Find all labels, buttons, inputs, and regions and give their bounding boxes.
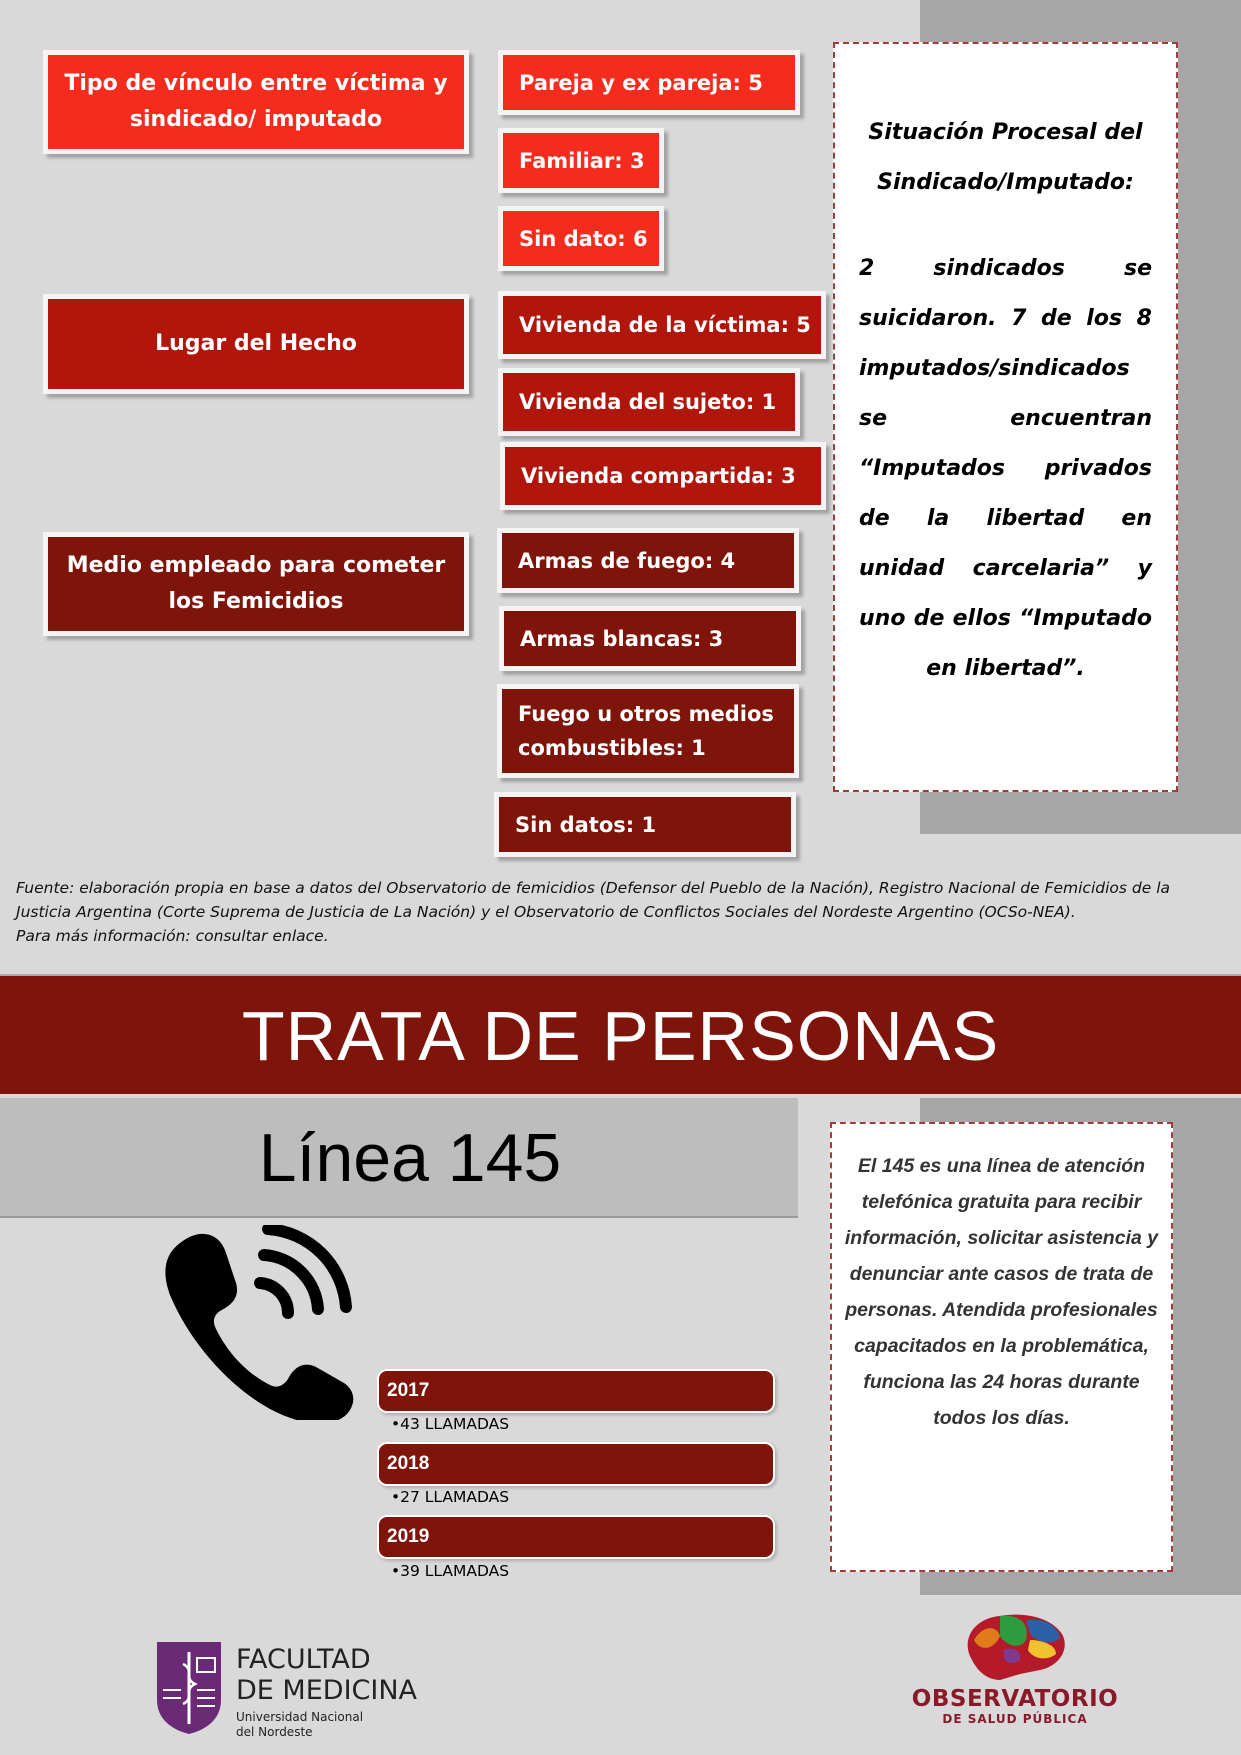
value-familiar: Familiar: 3: [498, 128, 664, 193]
value-sin-dato: Sin dato: 6: [498, 206, 664, 271]
situacion-title: Situación Procesal del Sindicado/Imputado:: [868, 120, 1143, 195]
value-sin-datos: Sin datos: 1: [494, 792, 796, 857]
situacion-procesal-note: [833, 42, 1178, 792]
category-medio: [43, 532, 469, 636]
category-label: Lugar del Hecho: [155, 331, 357, 356]
calls-2019: •39 LLAMADAS: [391, 1562, 510, 1580]
year-2017: 2017: [377, 1369, 775, 1413]
calls-2017: •43 LLAMADAS: [391, 1415, 510, 1433]
value-armas-blancas: Armas blancas: 3: [499, 606, 801, 671]
calls-2018: •27 LLAMADAS: [391, 1488, 510, 1506]
linea-description-note: [830, 1122, 1173, 1572]
facultad-logo: FACULTAD DE MEDICINA Universidad Nacional del Nordeste: [236, 1644, 418, 1739]
trata-header: [0, 974, 1241, 1094]
source-note: Fuente: elaboración propia en base a datos del Observatorio de femicidios (Defensor del Pueblo de la Nación), Registro Nacional de Femicidios de la Justicia Argentina (Corte Suprema de Justicia de La Nación) y el Observatorio de Conflictos Sociales del Nordeste Argentino (OCSo-NEA). Para más información: consultar enlace.: [16, 879, 1170, 945]
page-title: TRATA DE PERSONAS: [241, 997, 1000, 1075]
category-vinculo: [43, 50, 469, 154]
observatorio-logo: OBSERVATORIO DE SALUD PÚBLICA: [911, 1686, 1119, 1726]
year-2018: 2018: [377, 1442, 775, 1486]
category-lugar: [43, 294, 469, 394]
facultad-logo-icon: [155, 1640, 223, 1736]
category-label: Medio empleado para cometer los Femicidios: [66, 553, 446, 614]
year-2019: 2019: [377, 1515, 775, 1559]
value-vivienda-sujeto: Vivienda del sujeto: 1: [498, 368, 800, 436]
phone-icon: [160, 1225, 360, 1420]
section-title: Línea 145: [258, 1120, 562, 1196]
observatorio-logo-icon: [960, 1610, 1070, 1682]
value-pareja: Pareja y ex pareja: 5: [498, 50, 800, 115]
linea-description: El 145 es una línea de atención telefónica gratuita para recibir información, solicitar asistencia y denunciar ante casos de trata de personas. Atendida profesionales capacitados en la problemática, funciona las 24 horas durante todos los días.: [844, 1155, 1159, 1429]
value-vivienda-compartida: Vivienda compartida: 3: [500, 442, 826, 510]
value-vivienda-victima: Vivienda de la víctima: 5: [498, 291, 826, 359]
linea-header: [0, 1098, 798, 1218]
category-label: Tipo de vínculo entre víctima y sindicado/ imputado: [64, 71, 448, 132]
situacion-body: 2 sindicados se suicidaron. 7 de los 8 imputados/sindicados se encuentran “Imputados privados de la libertad en unidad carcelaria” y uno de ellos “Imputado en libertad”.: [859, 256, 1152, 681]
value-fuego-combustibles: Fuego u otros medios combustibles: 1: [497, 684, 799, 778]
value-armas-fuego: Armas de fuego: 4: [497, 528, 799, 593]
